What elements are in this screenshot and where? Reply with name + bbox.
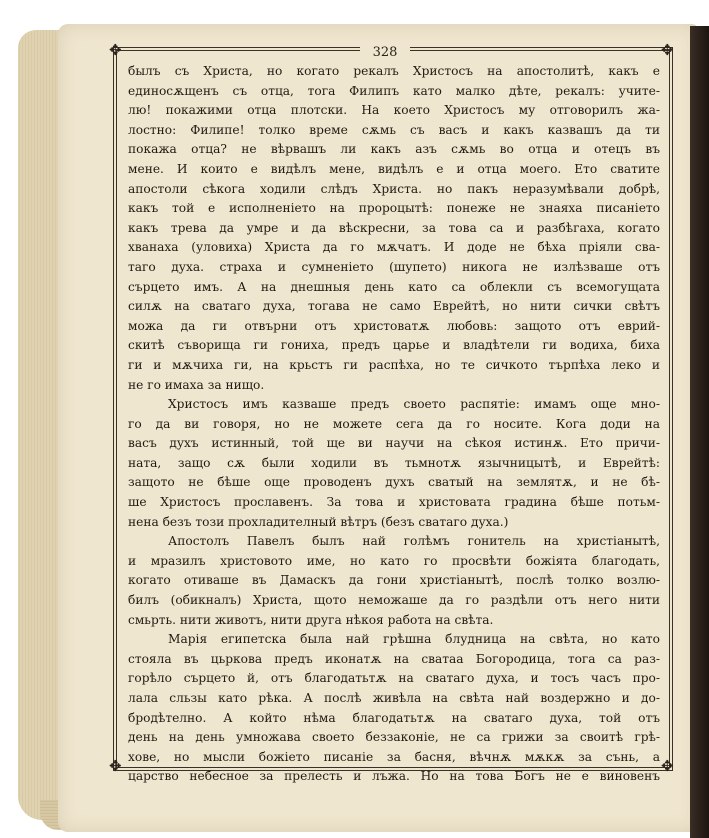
text-line: ше Христосъ прославенъ. За това и христовата градина бѣше потьм- [128,495,660,510]
paragraph [128,395,660,532]
text-line: сърцето имъ. А на днешныя день като са облекли съ всемогущата [128,279,660,294]
text-line: Марiя египетска была най грѣшна блудница на свѣта, но като [168,632,660,647]
corner-ornament-icon: ✥ [109,757,122,775]
text-line: силѫ на сватаго духа, тогава не само Еврейтѣ, но нити сички свѣтъ [128,299,660,314]
text-line: покажа отца? не вѣрвашъ ли какъ азъ сѫмь во отца и отецъ въ [128,142,660,157]
text-line: таго духа. страха и сумненiето (шупето) никога не излѣзваше отъ [128,259,660,274]
text-line: скитѣ съворища ги гониха, предъ царье и владѣтели ги водиха, биха [128,338,660,353]
text-line: и мразилъ христовото име, но като го просвѣти божiята благодать, [128,553,660,568]
text-line: царство небесное за прелесть и лъжа. Но на това Богъ не е виновенъ [128,769,660,784]
text-line: когато отиваше въ Дамаскъ да гони христiанытѣ, послѣ толко возлю- [128,573,660,588]
text-line: горѣло сърцето й, отъ благодатьтѫ на сватаго духа, и тосъ часъ про- [128,671,660,686]
text-line: билъ (обикналъ) Христа, щото неможаше да го раздѣли отъ него нити [128,593,660,608]
text-line: защото не бѣше още проводенъ духъ сватый на землятѫ, и не бѣ- [128,475,660,490]
text-line: бродѣтелно. А който нѣма благодатьтѫ на сватаго духа, той отъ [128,710,660,725]
text-line: какъ той е исполненiето на пророцытѣ: понеже не знаяха писанiето [128,201,660,216]
text-line: нена безъ този прохладителный вѣтръ (безъ сватаго духа.) [128,514,509,529]
text-line: лю! покажими отца плотски. На което Христосъ му отговорилъ жа- [128,103,660,118]
paragraph [128,630,660,787]
corner-ornament-icon: ✥ [109,41,122,59]
paragraph [128,62,660,395]
text-line: былъ съ Христа, но когато рекалъ Христосъ на апостолитѣ, какъ е [128,64,660,78]
paragraph [128,532,660,630]
page-body [128,62,660,787]
corner-ornament-icon: ✥ [661,757,674,775]
text-line: можа да ги отвърни отъ христоватѫ любовь: защото отъ еврий- [128,318,660,333]
page-number: 328 [360,45,410,60]
text-line: хванаха (уловиха) Христа да го мѫчатъ. И доде не бѣха прiяли сва- [128,240,660,255]
text-line: го да ви говоря, но не можете сега да го носите. Кога доди на [128,416,660,431]
text-line: Христосъ имъ казваше предъ своето распятiе: имамъ още мно- [168,397,660,412]
book-cover-edge [690,26,709,838]
text-line: апостоли сѣкога ходили слѣдъ Христа. но пакъ неразумѣвали добрѣ, [128,181,660,196]
text-line: стояла въ цьркова предъ иконатѫ на сватаа Богородица, тога са раз- [128,651,660,666]
text-line: Апостолъ Павелъ былъ най голѣмъ гонитель на христiанытѣ, [168,534,660,549]
corner-ornament-icon: ✥ [661,41,674,59]
text-line: какъ трева да умре и да вѣскресни, за това са и разбѣгаха, когато [128,220,660,235]
text-line: мене. И които е видѣлъ мене, видѣлъ е и отца моего. Ето сватите [128,161,660,176]
text-line: не го имаха за нищо. [128,377,265,392]
text-line: васъ духъ истинный, той ще ви научи на сѣкоя истинѫ. Ето причи- [128,436,660,451]
text-line: ната, защо сѫ были ходили въ тьмнотѫ язычницытѣ, и Еврейтѣ: [128,455,660,470]
text-line: лостно: Филипе! толко време сѫмь съ васъ и какъ казвашъ да ти [128,122,660,137]
text-line: ги и мѫчиха ги, на крьстъ ги распѣха, но те сичкото търпѣха леко и [128,357,660,372]
text-line: смьрть. нити животъ, нити друга нѣкоя работа на свѣта. [128,612,494,627]
text-line: лала сльзы като рѣка. А послѣ живѣла на свѣта най воздержно и до- [128,691,660,705]
text-line: единосѫщенъ съ отца, тога Филипъ като малко дѣте, рекалъ: учите- [128,83,660,98]
text-line: хове, но мысли божiето писанiе за басня, вѣчнѫ мѫкѫ за сънь, а [128,749,660,764]
text-line: день на день умножава своето беззаконiе, не са грижи за своитѣ грѣ- [128,730,660,745]
